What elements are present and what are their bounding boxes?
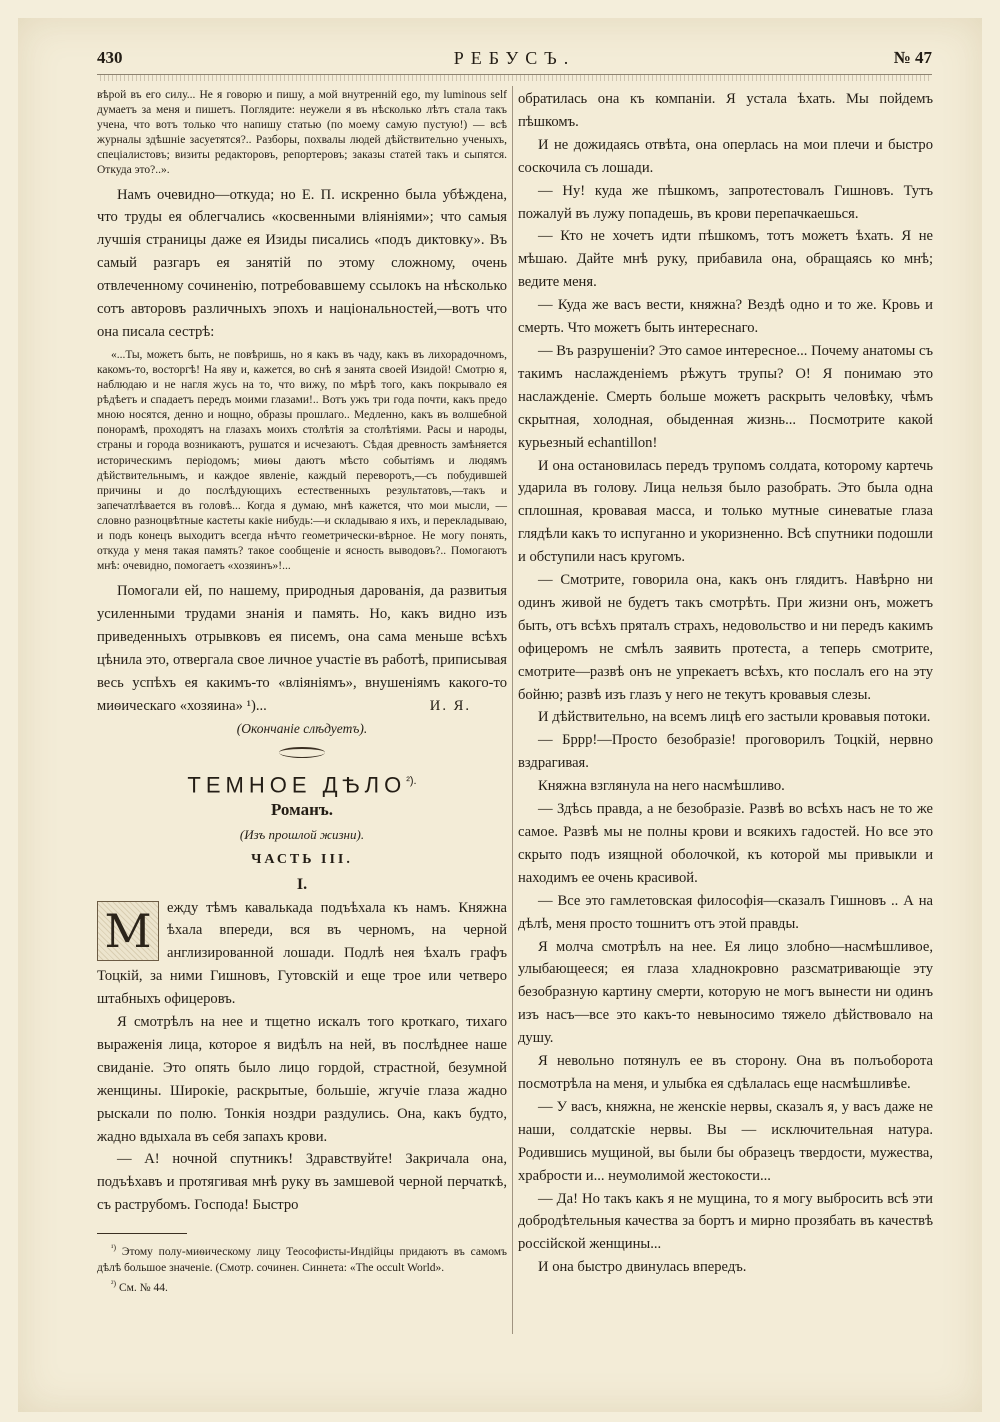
quote-letter-2: «...Ты, можетъ быть, не повѣришь, но я какъ въ чаду, какъ въ лихорадочномъ, какомъ-то, восторгѣ! На яву и, кажется, во снѣ я занята своей Изидой! Смотрю я, наблюдаю и не нагля жусь на то, что вижу, по мѣрѣ того, какъ покрывало ея рѣдѣетъ и спадаетъ передъ моими глазами!.. Вотъ ужъ три года почти, какъ предо мною носятся, денно и нощно, образы прошлаго.. Медленно, какъ въ волшебной понорамѣ, проходятъ на глазахъ моихъ столѣтія за столѣтіями. Расы и народы, страны и города возникаютъ, рушатся и исчезаютъ. Сѣдая древность замѣняется историческимъ періодомъ; миѳы даютъ мѣсто событіямъ и людямъ дѣйствительнымъ, и каждое явленіе, каждый переворотъ,—съ побудившей причины и до послѣдующихъ естественныхъ результатовъ,—такъ и запечатлѣвается въ головѣ... Когда я думаю, мнѣ кажется, что мои мысли, — словно разноцвѣтные кастеты какіе нибудь:—и складываю я ихъ, и перекладываю, и подъ конецъ выходитъ всегда нѣчто геометрически-вѣрное. Не могу понять, откуда у меня такая память? такое сообщеніе и ясность выводовъ?.. Помогаютъ мнѣ: очевидно, помогаетъ «хозяинъ»!... xyxy=(97,348,507,573)
paragraph: — А! ночной спутникъ! Здравствуйте! Закричала она, подъѣхавъ и протягивая мнѣ руку въ замшевой черной перчаткѣ, съ раструбомъ. Господа! Быстро xyxy=(97,1151,507,1214)
genre-note: (Изъ прошлой жизни). xyxy=(239,826,365,842)
section-title: ТЕМНОЕ $ДѢЛО^{^2).}$ xyxy=(187,771,417,797)
paragraph: Я невольно потянулъ ее въ сторону. Она въ полъоборота посмотрѣла на меня, и улыбка ея сдѣлалась еще насмѣшливѣе. xyxy=(518,1053,933,1092)
paragraph: Помогали ей, по нашему, природныя дарованія, да развитыя усиленными трудами знанія и память. Но, какъ видно изъ приведенныхъ отрывковъ ея писемъ, она сама меньше всѣхъ цѣнила это, отвергала свое личное участіе въ работѣ, приписывая весь успѣхъ ея какимъ-то «вліяніямъ», внушеніямъ какого-то миѳическаго «хозяина» ¹)... И. Я. xyxy=(97,580,507,717)
left-column xyxy=(97,88,507,1372)
paragraph: — Здѣсь правда, а не безобразіе. Развѣ во всѣхъ насъ не то же самое. Развѣ мы не полны крови и всякихъ гадостей. Но все это скрыто подъ изящной оболочкой, къ которой мы привыкли и находимъ ее очень красивой. xyxy=(518,801,933,886)
part-heading: ЧАСТЬ III. xyxy=(251,851,353,867)
story-opening xyxy=(97,897,507,1012)
column-divider xyxy=(512,86,513,1334)
paragraph: — Да! Но такъ какъ я не мущина, то я могу выбросить всѣ эти добродѣтельныя качества за бортъ и мирно прозябать въ качествѣ россійской женщины... xyxy=(518,1190,933,1253)
paragraph: Я смотрѣлъ на нее и тщетно искалъ того кроткаго, тихаго выраженія лица, которое я видѣлъ на ней, въ послѣднее наше свиданіе. Это опять было лицо гордой, страстной, безумной женщины. Широкіе, раскрытые, большіе, жгучіе глаза жадно рыскали по полю. Тонкія ноздри раздулись. Она, какъ будто, жадно вдыхала въ себя запахъ крови. xyxy=(97,1014,507,1145)
journal-title: РЕБУСЪ. xyxy=(453,48,576,68)
paragraph: — Бррр!—Просто безобразіе! проговорилъ Тоцкій, нервно вздрагивая. xyxy=(518,732,933,772)
author-signature: И. Я. xyxy=(429,697,471,714)
continued-note: (Окончаніе слѣдуетъ). xyxy=(236,720,368,736)
page-header xyxy=(97,48,932,74)
header-rule xyxy=(97,74,932,81)
paragraph: обратилась она къ компаніи. Я устала ѣхать. Мы пойдемъ пѣшкомъ. xyxy=(518,91,933,130)
paragraph: И дѣйствительно, на всемъ лицѣ его застыли кровавыя потоки. xyxy=(538,709,931,726)
paragraph: — Въ разрушеніи? Это самое интересное... Почему анатомы съ такимъ наслажденіемъ рѣжутъ трупы? О! Я понимаю это наслажденіе. Смерть больше можетъ раскрыть человѣку, чѣмъ скрытная, холодная, обыденная жизнь... Посмотрите какой курьезный echantillon! xyxy=(518,342,933,451)
paragraph: Княжна взглянула на него насмѣшливо. xyxy=(538,778,785,795)
paragraph: — Все это гамлетовская философія—сказалъ Гишновъ .. А на дѣлѣ, меня просто тошнитъ отъ этой правды. xyxy=(518,892,933,932)
drop-cap-letter: М xyxy=(97,901,159,961)
footnote: $^{^2)}$ См. № 44. xyxy=(111,1279,168,1294)
chapter-heading: I. xyxy=(296,875,308,893)
paragraph: — Кто не хочетъ идти пѣшкомъ, тотъ можетъ ѣхать. Я не мѣшаю. Дайте мнѣ руку, прибавила она, обращаясь ко мнѣ; ведите меня. xyxy=(518,228,933,291)
quote-letter-1: вѣрой въ его силу... Не я говорю и пишу, а мой внутренній ego, my luminous self думаетъ за меня и пишетъ. Поглядите: неужели я въ нѣсколько лѣтъ стала такъ учена, что вотъ только что напишу статью (по моему самую пустую!) — всѣ журналы здѣшніе засуетятся?.. Разборы, похвалы людей дѣйствительно ученыхъ, спеціалистовъ; визиты редакторовъ, репортеровъ; заказы статей такъ и сыпятся. Откуда это?..». xyxy=(97,89,507,177)
footnote: $^{^1)}$ Этому полу-миѳическому лицу Теософисты-Индійцы придаютъ въ самомъ дѣлѣ большое значеніе. (Смотр. сочинен. Синнета: «The occult World». xyxy=(97,1243,507,1274)
paragraph: И не дожидаясь отвѣта, она оперлась на мои плечи и быстро соскочила съ лошади. xyxy=(518,136,933,176)
paragraph: И она быстро двинулась впередъ. xyxy=(538,1259,747,1276)
footnotes xyxy=(97,1240,507,1296)
paragraph: — Ну! куда же пѣшкомъ, запротестовалъ Гишновъ. Тутъ пожалуй въ лужу попадешь, въ крови перепачкаешься. xyxy=(518,182,933,222)
paragraph: И она остановилась передъ трупомъ солдата, которому картечь ударила въ голову. Лица нельзя было разобрать. Это была одна сплошная, кровавая масса, и только мутные синеватые глаза глядѣли какъ то испуганно и укоризненно. Всѣ спутники подошли и обступили насъ кругомъ. xyxy=(518,457,933,566)
ornament-divider xyxy=(279,747,325,758)
genre-label: Романъ. xyxy=(270,799,334,819)
page-number: 430 xyxy=(97,48,123,67)
paragraph: — У васъ, княжна, не женскіе нервы, сказалъ я, у васъ даже не наши, солдатскіе нервы. Вы — исключительная натура. Родившись мущиной, вы были бы образецъ твердости, мужества, храбрости и... неумолимой жестокости... xyxy=(518,1098,933,1184)
paragraph: ежду тѣмъ кавалькада подъѣхала къ намъ. Княжна ѣхала впереди, вся въ черномъ, на черной англизированной лошади. Подлѣ нея ѣхалъ графъ Тоцкій, за ними Гишновъ, Гутовскій и еще трое или четверо штабныхъ офицеровъ. xyxy=(97,899,507,1008)
paragraph: — Куда же васъ вести, княжна? Вездѣ одно и то же. Кровь и смерть. Что можетъ быть интереснаго. xyxy=(518,297,933,337)
issue-number: № 47 xyxy=(893,48,932,67)
paragraph: Я молча смотрѣлъ на нее. Ея лицо злобно—насмѣшливое, улыбающееся; ея глаза хладнокровно разсматривающіе эту безобразную картину смерти, которую не могъ вынести ни одинъ изъ насъ—все это какъ-то невыносимо тяжело дѣйствовало на душу. xyxy=(518,938,933,1047)
paragraph: Намъ очевидно—откуда; но Е. П. искренно была убѣждена, что труды ея облегчались «косвенными вліяніями»; что самыя лучшія страницы даже ея Изиды писались «подъ диктовку». Въ самый разгаръ ея занятій по этому сложному, очень отвлеченному сочиненію, потребовавшему ссылокъ на нѣсколько сотъ авторовъ различныхъ эпохъ и національностей,—вотъ что она писала сестрѣ: xyxy=(97,186,507,340)
paragraph: — Смотрите, говорила она, какъ онъ глядитъ. Навѣрно ни одинъ живой не будетъ такъ смотрѣть. При жизни онъ, можетъ быть, отъ всѣхъ пряталъ страхъ, недовольство и ни передъ какимъ офицеромъ не смѣлъ заявить протеста, а теперь смотрите, смотрите—развѣ онъ не упрекаетъ всѣхъ, кто послалъ его на эту бойню; развѣ изъ глазъ у него не текутъ кровавыя слезы. xyxy=(518,572,933,703)
footnote-rule xyxy=(97,1233,187,1234)
right-column xyxy=(518,88,933,1372)
